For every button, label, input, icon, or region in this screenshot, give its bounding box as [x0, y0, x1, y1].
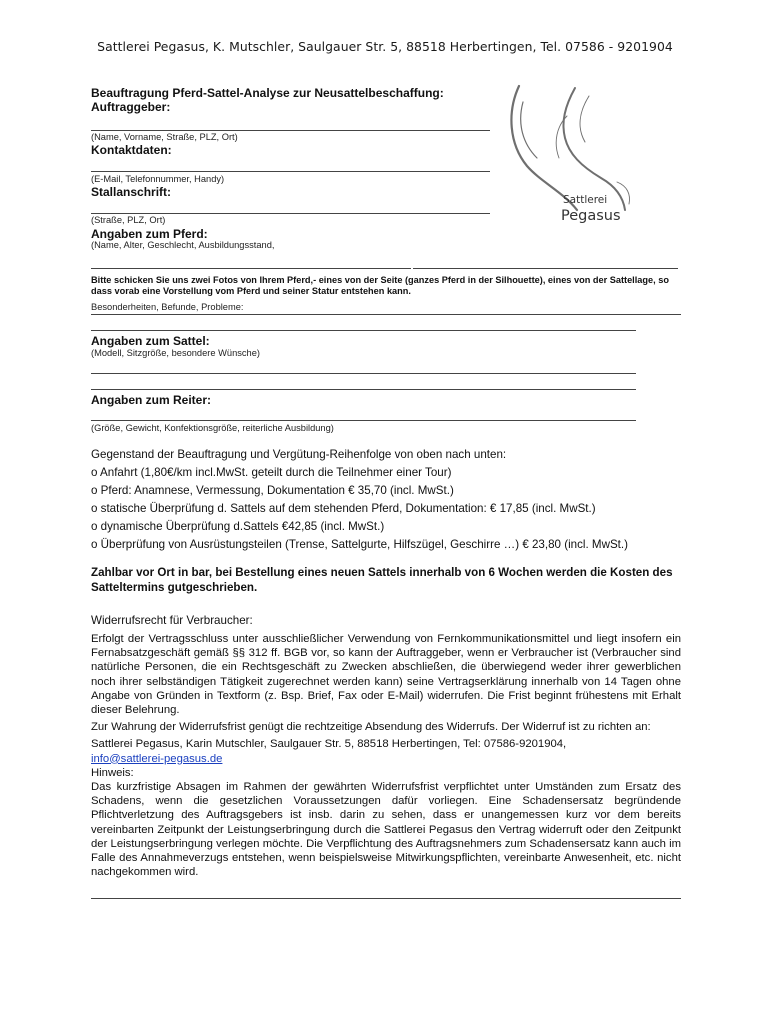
form-title: Beauftragung Pferd-Sattel-Analyse zur Neusattelbeschaffung:: [91, 86, 444, 100]
payment-note: Zahlbar vor Ort in bar, bei Bestellung eines neuen Sattels innerhalb von 6 Wochen werden die Kosten des Satteltermins gutgeschrieben.: [91, 566, 673, 594]
sattel-label: Angaben zum Sattel:: [91, 334, 210, 348]
kontakt-hint: (E-Mail, Telefonnummer, Handy): [91, 174, 225, 184]
sattel-field-2[interactable]: [91, 389, 636, 390]
widerruf-address: Sattlerei Pegasus, Karin Mutschler, Saulgauer Str. 5, 88518 Herbertingen, Tel: 07586-9201904,: [91, 738, 567, 751]
bottom-divider: [91, 898, 681, 899]
fotos-note: Bitte schicken Sie uns zwei Fotos von Ihrem Pferd,- eines von der Seite (ganzes Pferd in der Silhouette), eines von der Sattellage, so dass vorab eine Vorstellung vom Pferd und seiner Statur entstehen kann.: [91, 275, 669, 296]
stall-field[interactable]: [91, 213, 490, 214]
sattel-field-1[interactable]: [91, 373, 636, 374]
services-list: [91, 446, 681, 552]
widerruf-paragraph-1: Erfolgt der Vertragsschluss unter ausschließlicher Verwendung von Fernkommunikationsmittel und liegt insofern ein Fernabsatzgeschäft gemäß §§ 312 ff. BGB vor, so kann der Auftraggeber, wenn er Verbraucher ist (Verbraucher sind natürliche Personen, die ein Rechtsgeschäft zu Zwecken abschließen, die überwiegend weder ihrer gewerblichen noch ihrer selbständigen Tätigkeit zugerechnet werden kann) seine Vertragserklärung innerhalb von 14 Tagen ohne Angabe von Gründen in Textform (z. Bsp. Brief, Fax oder E-Mail) widerrufen. Die Frist beginnt frühestens mit Erhalt dieser Belehrung.: [91, 633, 681, 717]
pferd-field-2[interactable]: [413, 268, 678, 269]
stall-hint: (Straße, PLZ, Ort): [91, 215, 166, 225]
besonderheiten-line-2[interactable]: [91, 330, 636, 331]
reiter-field[interactable]: [91, 420, 636, 421]
widerruf-paragraph-2: Zur Wahrung der Widerrufsfrist genügt die rechtzeitige Absendung des Widerrufs. Der Widerruf ist zu richten an:: [91, 721, 651, 734]
besonderheiten-line-1[interactable]: [91, 314, 681, 315]
service-item-ausruestung: o Überprüfung von Ausrüstungsteilen (Trense, Sattelgurte, Hilfszügel, Geschirre …) € 23,80 (incl. MwSt.): [91, 538, 628, 551]
company-logo: [505, 82, 637, 230]
widerruf-text: [91, 632, 681, 879]
service-item-anfahrt: o Anfahrt (1,80€/km incl.MwSt. geteilt durch die Teilnehmer einer Tour): [91, 466, 452, 479]
pferd-hint: (Name, Alter, Geschlecht, Ausbildungsstand,: [91, 240, 275, 250]
service-item-pferd: o Pferd: Anamnese, Vermessung, Dokumentation € 35,70 (incl. MwSt.): [91, 484, 454, 497]
pferd-label: Angaben zum Pferd:: [91, 227, 208, 241]
service-item-statisch: o statische Überprüfung d. Sattels auf dem stehenden Pferd, Dokumentation: € 17,85 (incl. MwSt.): [91, 502, 596, 515]
kontakt-field[interactable]: [91, 171, 490, 172]
besonderheiten-hint: Besonderheiten, Befunde, Probleme:: [91, 302, 244, 312]
reiter-hint: (Größe, Gewicht, Konfektionsgröße, reiterliche Ausbildung): [91, 423, 334, 433]
auftraggeber-hint: (Name, Vorname, Straße, PLZ, Ort): [91, 132, 238, 142]
stall-label: Stallanschrift:: [91, 185, 172, 199]
hinweis-heading: Hinweis:: [91, 766, 134, 779]
pferd-field-1[interactable]: [91, 268, 411, 269]
widerruf-heading: Widerrufsrecht für Verbraucher:: [91, 614, 253, 627]
widerruf-paragraph-3: Das kurzfristige Absagen im Rahmen der gewährten Widerrufsfrist verpflichtet unter Umständen zum Ersatz des Schadens, wenn die gesetzlichen Voraussetzungen dafür vorliegen. Eine Schadensersatz begründende Pflichtverletzung des Auftragsgebers ist insb. darin zu sehen, dass er unangemessen kurz vor dem bereits vereinbarten Zeitpunkt der Leistungserbringung durch die Sattlerei Pegasus den Vertrag widerruft oder den Zeitpunkt der Leistungserbringung verlegen möchte. Die Verpflichtung des Auftragsnehmers zum Schadensersatz kann auch im Falle des Annahmeverzugs entstehen, wenn beispielsweise Mitwirkungspflichten, vereinbarte Anwesenheit, etc. nicht nachgekommen wird.: [91, 781, 681, 879]
auftraggeber-field[interactable]: [91, 130, 490, 131]
letterhead: Sattlerei Pegasus, K. Mutschler, Saulgauer Str. 5, 88518 Herbertingen, Tel. 07586 - 9201904: [97, 39, 673, 54]
services-intro: Gegenstand der Beauftragung und Vergütung-Reihenfolge von oben nach unten:: [91, 448, 507, 461]
logo-line2: Pegasus: [561, 208, 621, 224]
logo-line1: Sattlerei: [563, 194, 608, 206]
service-item-dynamisch: o dynamische Überprüfung d.Sattels €42,85 (incl. MwSt.): [91, 520, 385, 533]
reiter-label: Angaben zum Reiter:: [91, 393, 212, 407]
email-link[interactable]: info@sattlerei-pegasus.de: [91, 752, 223, 765]
pegasus-wing-icon: [505, 82, 637, 230]
kontakt-label: Kontaktdaten:: [91, 143, 172, 157]
auftraggeber-label: Auftraggeber:: [91, 100, 171, 114]
sattel-hint: (Modell, Sitzgröße, besondere Wünsche): [91, 348, 260, 358]
